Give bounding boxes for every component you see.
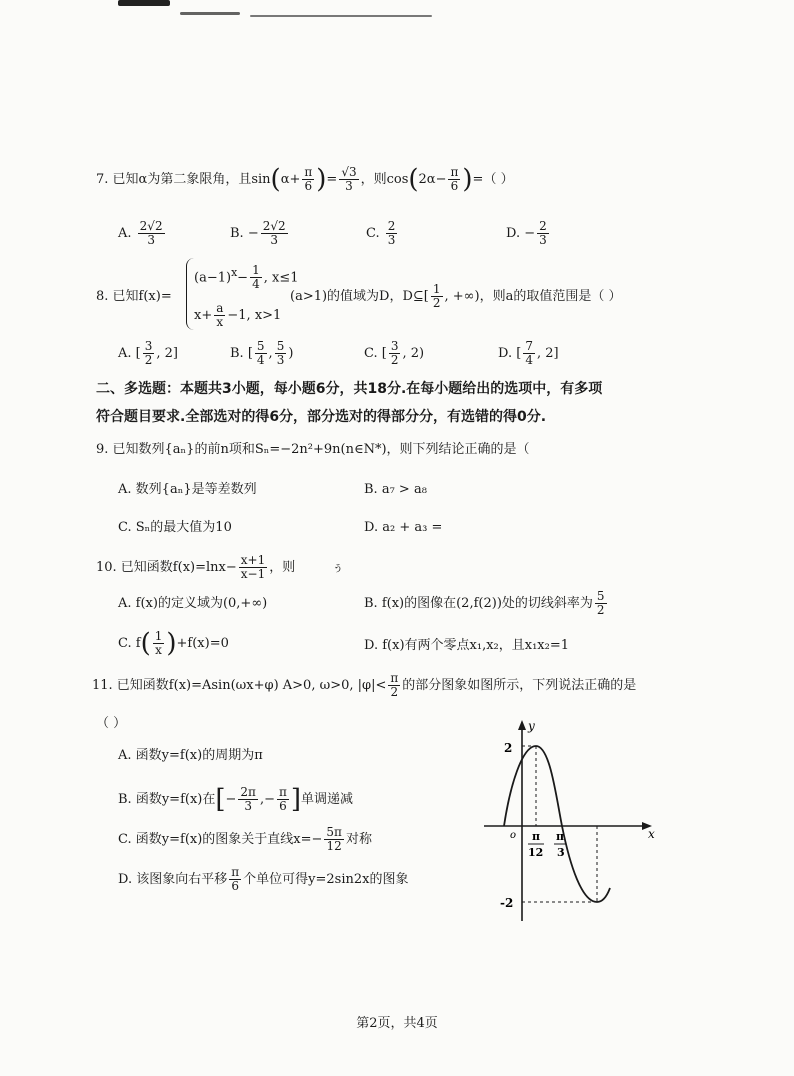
page-number-footer: 第2页，共4页 — [356, 1016, 438, 1031]
sine-curve — [504, 746, 610, 902]
scan-stray-mark: ぅ — [332, 560, 345, 574]
q11-answer-paren: （ ） — [96, 716, 127, 731]
q7-option-d[interactable]: D. − $\frac{2}{3}$ — [506, 219, 547, 247]
q10-option-b[interactable]: B. f(x)的图像在(2,f(2))处的切线斜率为 $\frac{5}{2}$ — [364, 589, 605, 617]
q11-sine-graph — [470, 716, 670, 926]
y-axis-arrow — [518, 720, 526, 730]
tick-2-den: 3 — [557, 846, 565, 859]
q11-option-c[interactable]: C. 函数y=f(x)的图象关于直线x=− $\frac{5\pi}{12}$ 对称 — [118, 825, 372, 853]
q8-case-1: $(a-1)^x-$ $\frac{1}{4}$ , x≤1 — [194, 263, 299, 292]
y-min-label: -2 — [500, 896, 514, 910]
question-8-label: 8. 已知f(x)= — [96, 289, 172, 304]
q7-option-b[interactable]: B. − $\frac{2√2}{3}$ — [230, 219, 286, 247]
q8-option-d[interactable]: D. [ $\frac{7}{4}$ , 2] — [498, 339, 559, 367]
section-2-line-2: 符合题目要求.全部选对的得6分，部分选对的得部分分，有选错的得0分. — [96, 409, 547, 425]
question-7-stem: 7. 已知α为第二象限角，且sin(α+ $\frac{\pi}{6}$ )= $\frac{√3}{3}$ ，则cos(2α− $\frac{\pi}{6}$ )=（ ） — [96, 164, 514, 195]
q8-option-c[interactable]: C. [ $\frac{3}{2}$ , 2) — [364, 339, 425, 367]
tick-1-num: π — [532, 830, 541, 843]
scan-smudge-3 — [250, 15, 432, 17]
q7-option-c[interactable]: C. $\frac{2}{3}$ — [366, 219, 396, 247]
question-10-stem: 10. 已知函数f(x)=lnx− $\frac{x+1}{x-1}$ ，则 — [96, 553, 296, 581]
tick-1-den: 12 — [528, 846, 544, 859]
q11-option-d[interactable]: D. 该图象向右平移 $\frac{\pi}{6}$ 个单位可得y=2sin2x的图象 — [118, 865, 409, 893]
q9-option-a[interactable]: A. 数列{aₙ}是等差数列 — [118, 482, 257, 497]
origin-label: o — [510, 830, 517, 841]
q11-option-a[interactable]: A. 函数y=f(x)的周期为π — [118, 748, 263, 763]
fraction: $\frac{\pi}{6}$ — [450, 165, 459, 193]
q10-option-c[interactable]: C. f( $\frac{1}{x}$ )+f(x)=0 — [118, 628, 229, 659]
q9-option-b[interactable]: B. a₇ > a₈ — [364, 482, 427, 497]
y-axis-label: y — [528, 719, 535, 733]
y-max-label: 2 — [504, 741, 513, 755]
tick-2-num: π — [556, 830, 565, 843]
q9-option-d[interactable]: D. a₂ + a₃ = — [364, 520, 443, 535]
fraction: $\frac{\pi}{6}$ — [304, 165, 313, 193]
q11-option-b[interactable]: B. 函数y=f(x)在[− $\frac{2\pi}{3}$ ,− $\frac{\pi}{6}$ ]单调递减 — [118, 784, 354, 815]
fraction: $\frac{√3}{3}$ — [341, 165, 357, 193]
scan-smudge-1 — [118, 0, 170, 6]
q8-option-b[interactable]: B. [ $\frac{5}{4}$ , $\frac{5}{3}$ ) — [230, 339, 294, 367]
q10-option-a[interactable]: A. f(x)的定义域为(0,+∞) — [118, 596, 268, 611]
q10-option-d[interactable]: D. f(x)有两个零点x₁,x₂，且x₁x₂=1 — [364, 638, 569, 653]
section-2-line-1: 二、多选题：本题共3小题，每小题6分，共18分.在每小题给出的选项中，有多项 — [96, 381, 603, 397]
q9-option-c[interactable]: C. Sₙ的最大值为10 — [118, 520, 232, 535]
question-11-stem: 11. 已知函数f(x)=Asin(ωx+φ) A>0, ω>0, |φ|< $\frac{\pi}{2}$ 的部分图象如图所示，下列说法正确的是 — [92, 671, 637, 699]
q8-stem-end: (a>1)的值域为D，D⊆[ $\frac{1}{2}$ , +∞)，则a的取值范围是（ ） — [290, 282, 622, 310]
question-9-stem: 9. 已知数列{aₙ}的前n项和Sₙ=−2n²+9n(n∈N*)，则下列结论正确的是（ — [96, 442, 530, 457]
q8-case-2: x+ $\frac{a}{x}$ −1, x>1 — [194, 301, 282, 329]
q7-option-a[interactable]: A. $\frac{2√2}{3}$ — [118, 219, 163, 247]
scan-smudge-2 — [180, 12, 240, 15]
q8-option-a[interactable]: A. [ $\frac{3}{2}$ , 2] — [118, 339, 178, 367]
x-axis-label: x — [648, 827, 655, 841]
